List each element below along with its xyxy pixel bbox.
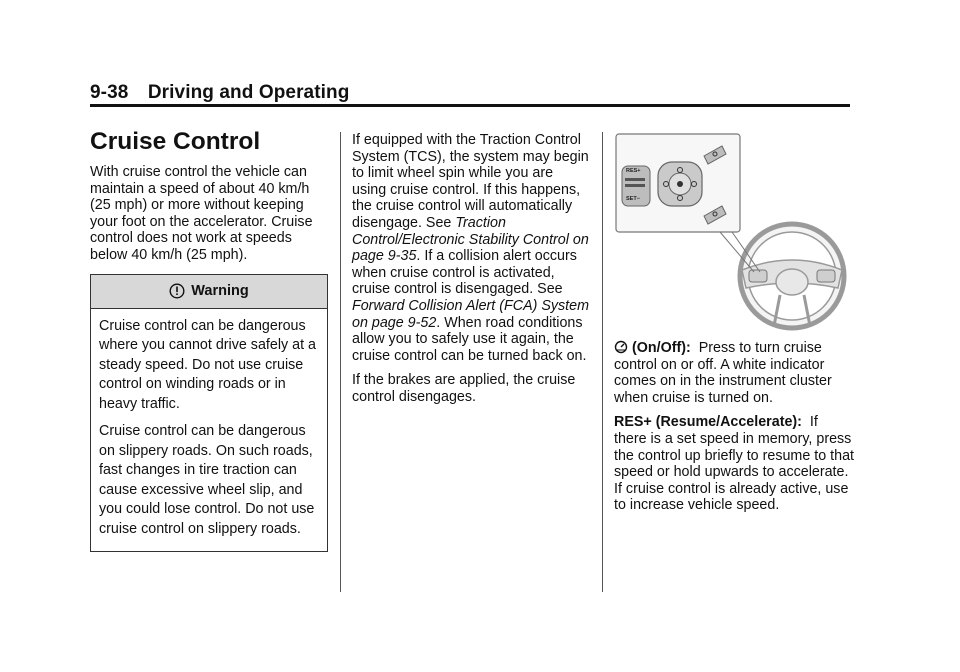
res-label: RES+ (626, 168, 641, 174)
res-description (614, 414, 854, 514)
tcs-paragraph: If equipped with the Traction Control System (TCS), the system may begin to limit wheel spin while you are using cruise control. If this happens, the cruise control will automatically disengage. See Traction Control/Electronic Stability Control on page 9-35. If a collision alert occurs when cruise control is activated, cruise control is disengaged. See Forward Collision Alert (FCA) System on page 9-52. When road conditions allow you to safely use it again, the cruise control can be turned back on. (352, 132, 590, 364)
steering-wheel (740, 224, 844, 328)
cruise-onoff-icon (614, 340, 628, 354)
column-1 (90, 128, 330, 552)
warning-paragraph: Cruise control can be dangerous on slippery roads. On such roads, fast changes in tire traction can cause excessive wheel slip, and you could lose control. Do not use cruise control on slippery roads. (99, 423, 315, 537)
onoff-label: (On/Off): (632, 340, 691, 356)
cross-reference-link[interactable]: Forward Collision Alert (FCA) System on page 9-52 (352, 297, 590, 331)
page-header (90, 82, 349, 104)
section-title: Driving and Operating (147, 82, 350, 103)
set-label: SET− (626, 196, 640, 202)
page-number: 9-38 (90, 82, 129, 103)
onoff-text: Press to turn cruise control on or off. A white indicator comes on in the instrument cluster when cruise is turned on. (614, 340, 832, 406)
onoff-description (614, 340, 854, 406)
column-3 (614, 340, 854, 522)
warning-heading: Warning (191, 282, 249, 299)
res-text: If there is a set speed in memory, press the control up briefly to resume to that speed or hold upwards to accelerate. If cruise control is already active, use to increase vehicle speed. (614, 414, 854, 514)
cross-reference-link[interactable]: Traction Control/Electronic Stability Control on page 9-35 (352, 214, 589, 265)
intro-paragraph: With cruise control the vehicle can maintain a speed of about 40 km/h (25 mph) or more without keeping your foot on the accelerator. Cruise control does not work at speeds below 40 km/h (25 mph). (90, 164, 313, 263)
column-2 (352, 132, 590, 414)
warning-body (91, 309, 327, 552)
res-label: RES+ (Resume/Accelerate): (614, 414, 802, 431)
column-divider (602, 132, 603, 592)
page-title: Cruise Control (90, 128, 261, 155)
steering-wheel-illustration (614, 132, 854, 332)
header-rule (90, 104, 850, 107)
warning-box (90, 274, 328, 553)
brakes-paragraph: If the brakes are applied, the cruise control disengages. (352, 372, 576, 405)
steering-wheel-controls-figure (614, 132, 854, 332)
column-divider (340, 132, 341, 592)
warning-header (91, 275, 327, 309)
warning-icon (169, 283, 185, 299)
warning-paragraph: Cruise control can be dangerous where you cannot drive safely at a steady speed. Do not use cruise control on winding roads or in heavy traffic. (99, 317, 316, 412)
